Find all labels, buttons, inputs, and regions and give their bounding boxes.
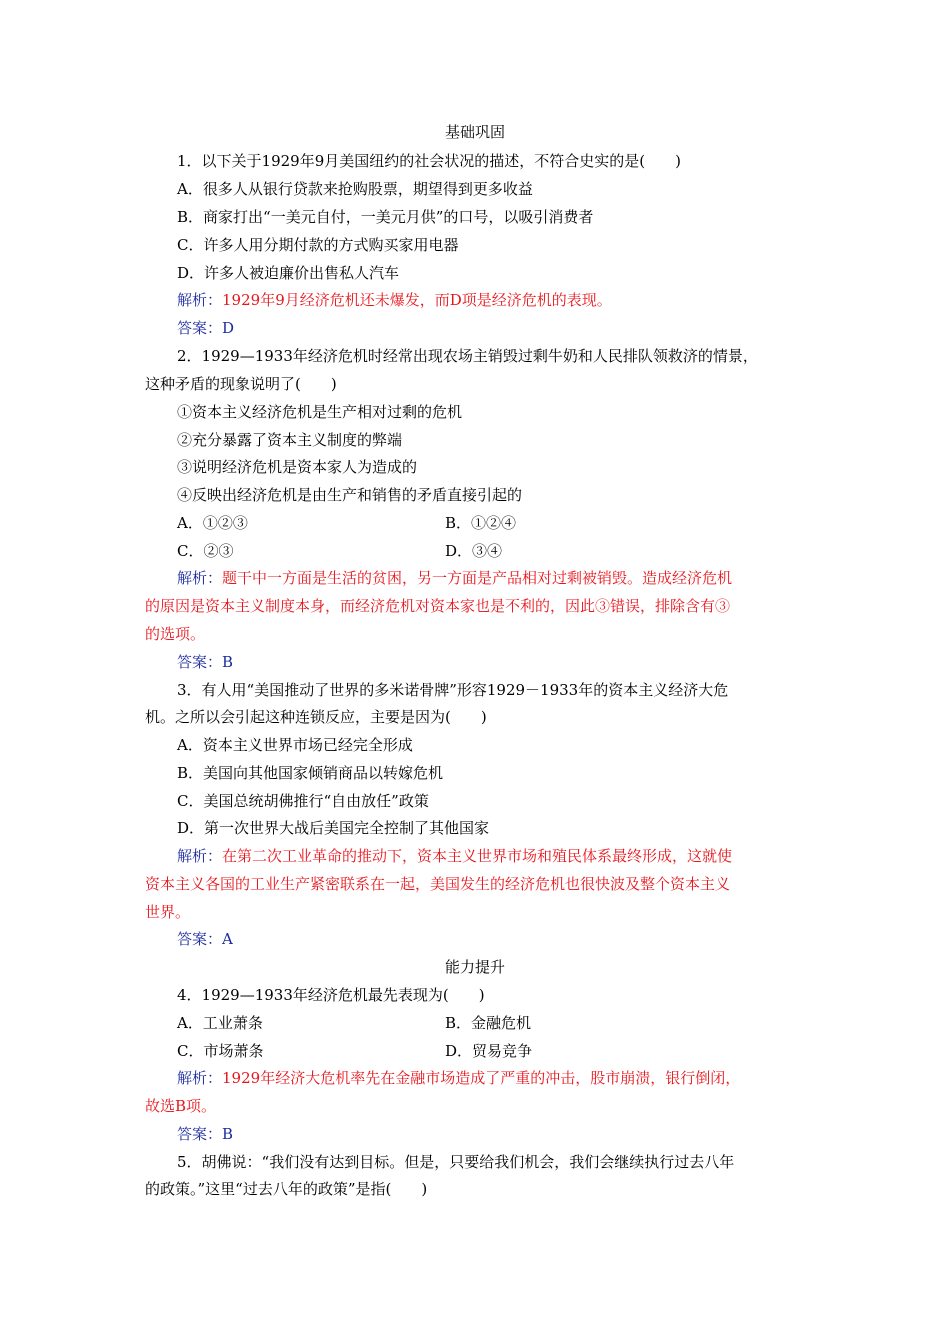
question-2-statement-1: ①资本主义经济危机是生产相对过剩的危机 <box>177 403 463 421</box>
question-1-answer: 答案：D <box>177 319 235 337</box>
analysis-label: 解析： <box>177 569 223 587</box>
question-3-stem-line-2: 机。之所以会引起这种连锁反应，主要是因为( ) <box>145 708 487 726</box>
analysis-text: 在第二次工业革命的推动下，资本主义世界市场和殖民体系最终形成，这就使 <box>222 847 733 865</box>
question-4-option-d: D．贸易竞争 <box>445 1042 533 1060</box>
question-3-option-c: C．美国总统胡佛推行“自由放任”政策 <box>177 792 429 810</box>
question-5-stem-line-1: 5．胡佛说：“我们没有达到目标。但是，只要给我们机会，我们会继续执行过去八年 <box>177 1153 735 1171</box>
question-1-stem: 1．以下关于1929年9月美国纽约的社会状况的描述，不符合史实的是( ) <box>177 152 681 170</box>
question-4-stem: 4．1929—1933年经济危机最先表现为( ) <box>177 986 485 1004</box>
question-2-stem-line-1: 2．1929—1933年经济危机时经常出现农场主销毁过剩牛奶和人民排队领救济的情景， <box>177 347 758 365</box>
analysis-text: 题干中一方面是生活的贫困，另一方面是产品相对过剩被销毁。造成经济危机 <box>222 569 733 587</box>
question-3-analysis-line-2: 资本主义各国的工业生产紧密联系在一起，美国发生的经济危机也很快波及整个资本主义 <box>145 875 731 893</box>
question-1-analysis <box>177 290 612 310</box>
question-2-analysis-line-2: 的原因是资本主义制度本身，而经济危机对资本家也是不利的，因此③错误，排除含有③ <box>145 597 731 615</box>
analysis-text: 1929年经济大危机率先在金融市场造成了严重的冲击，股市崩溃，银行倒闭， <box>222 1069 741 1087</box>
question-2-stem-line-2: 这种矛盾的现象说明了( ) <box>145 375 337 393</box>
question-4-analysis-line-1 <box>177 1068 740 1088</box>
question-5-stem-line-2: 的政策。”这里“过去八年的政策”是指( ) <box>145 1180 428 1198</box>
question-1-option-d: D．许多人被迫廉价出售私人汽车 <box>177 264 400 282</box>
question-2-option-c: C．②③ <box>177 542 234 560</box>
question-2-analysis-line-1 <box>177 568 732 588</box>
question-3-analysis-line-3: 世界。 <box>145 903 191 921</box>
question-3-option-b: B．美国向其他国家倾销商品以转嫁危机 <box>177 764 444 782</box>
question-2-option-b: B．①②④ <box>445 514 517 532</box>
question-1-option-c: C．许多人用分期付款的方式购买家用电器 <box>177 236 459 254</box>
analysis-label: 解析： <box>177 291 223 309</box>
question-4-option-a: A．工业萧条 <box>177 1014 263 1032</box>
section-title-basic: 基础巩固 <box>444 123 505 141</box>
question-3-option-a: A．资本主义世界市场已经完全形成 <box>177 736 413 754</box>
analysis-label: 解析： <box>177 847 223 865</box>
question-1-option-a: A．很多人从银行贷款来抢购股票，期望得到更多收益 <box>177 180 533 198</box>
question-2-statement-4: ④反映出经济危机是由生产和销售的矛盾直接引起的 <box>177 486 523 504</box>
question-3-analysis-line-1 <box>177 846 732 866</box>
analysis-label: 解析： <box>177 1069 223 1087</box>
question-3-option-d: D．第一次世界大战后美国完全控制了其他国家 <box>177 819 490 837</box>
question-3-stem-line-1: 3．有人用“美国推动了世界的多米诺骨牌”形容1929－1933年的资本主义经济大危 <box>177 681 729 699</box>
section-title-ability: 能力提升 <box>444 958 505 976</box>
analysis-text: 1929年9月经济危机还未爆发，而D项是经济危机的表现。 <box>222 291 612 309</box>
question-2-analysis-line-3: 的选项。 <box>145 625 206 643</box>
question-1-option-b: B．商家打出“一美元自付，一美元月供”的口号，以吸引消费者 <box>177 208 594 226</box>
question-3-answer: 答案：A <box>177 930 233 948</box>
question-2-option-d: D．③④ <box>445 542 503 560</box>
question-4-analysis-line-2: 故选B项。 <box>145 1097 217 1115</box>
question-2-answer: 答案：B <box>177 653 234 671</box>
question-2-statement-3: ③说明经济危机是资本家人为造成的 <box>177 458 418 476</box>
question-4-option-c: C．市场萧条 <box>177 1042 264 1060</box>
question-4-answer: 答案：B <box>177 1125 234 1143</box>
question-2-statement-2: ②充分暴露了资本主义制度的弊端 <box>177 431 403 449</box>
question-4-option-b: B．金融危机 <box>445 1014 532 1032</box>
question-2-option-a: A．①②③ <box>177 514 248 532</box>
